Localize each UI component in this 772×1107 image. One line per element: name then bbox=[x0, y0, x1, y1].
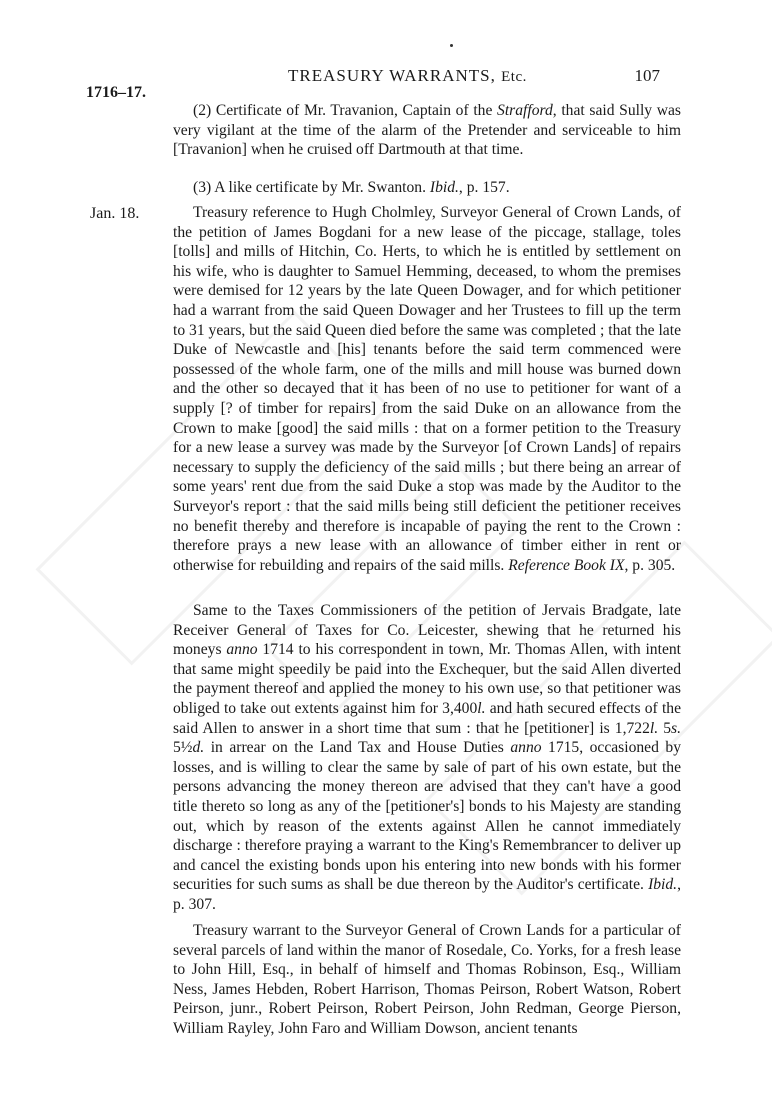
paragraph-certificate-2 bbox=[173, 101, 681, 160]
text-run: (3) A like certificate by Mr. Swanton. bbox=[193, 179, 430, 196]
section-divider bbox=[86, 194, 682, 195]
margin-date: Jan. 18. bbox=[90, 205, 140, 222]
text-run: 1714 to his correspondent in town, Mr. Thomas Allen, with intent that same might speedily be paid into the Exchequer, but the said Allen diverted the payment thereof and applied the money to his own use, so that petitioner was obliged to take out extents against him for 3,400 bbox=[173, 641, 681, 717]
margin-year: 1716–17. bbox=[86, 84, 146, 101]
latin-anno: anno bbox=[510, 739, 542, 757]
paragraph-treasury-reference-bogdani bbox=[173, 203, 681, 575]
ship-name: Strafford bbox=[497, 102, 553, 119]
citation-reference-book: Reference Book IX bbox=[508, 556, 625, 574]
text-run: 5½ bbox=[173, 739, 193, 757]
citation-ibid: Ibid. bbox=[429, 179, 459, 196]
text-run: (2) Certificate of Mr. Travanion, Captain of the bbox=[193, 102, 498, 119]
text-run: Same to the Taxes Commissioners of the petition of Jervais Bradgate, late Receiver General of Taxes for Co. Leicester, shewing that he returned his moneys bbox=[173, 602, 681, 659]
text-run: 5 bbox=[658, 719, 672, 737]
latin-anno: anno bbox=[226, 641, 258, 659]
text-run: , p. 157. bbox=[458, 179, 510, 196]
paragraph-reference-bradgate bbox=[173, 601, 681, 915]
citation-ibid: Ibid. bbox=[648, 876, 678, 894]
header-title-suffix: Etc. bbox=[501, 69, 527, 85]
text-run: , that said Sully was very vigilant at the time of the alarm of the Pretender and serviceable to him [Travanion] when he cruised off Dartmouth at that time. bbox=[173, 102, 681, 159]
paragraph-treasury-warrant-rosedale bbox=[173, 921, 681, 1039]
text-run: and hath secured effects of the said Allen to answer in a short time that sum : that he [petitioner] is 1,722 bbox=[173, 699, 681, 737]
currency-shillings: s. bbox=[671, 719, 681, 737]
currency-pence: d. bbox=[192, 739, 205, 757]
text-run: , p. 307. bbox=[173, 876, 681, 913]
text-run: in arrear on the Land Tax and House Duties bbox=[204, 739, 511, 757]
running-header bbox=[288, 66, 527, 86]
header-title-main: TREASURY WARRANTS, bbox=[288, 66, 496, 85]
page-speck bbox=[450, 44, 453, 47]
warrant-text: Treasury warrant to the Surveyor General of Crown Lands for a particular of several parcels of land within the manor of Rosedale, Co. Yorks, for a fresh lease to John Hill, Esq., in behalf of himself and Thomas Robinson, Esq., William Ness, James Hebden, Robert Harrison, Thomas Peirson, Robert Watson, Robert Peirson, junr., Robert Peirson, Robert Peirson, John Redman, George Pierson, William Rayley, John Faro and William Dowson, ancient tenants bbox=[173, 922, 681, 1037]
currency-pounds: l. bbox=[649, 719, 659, 737]
text-run: , p. 305. bbox=[624, 556, 676, 574]
page-number: 107 bbox=[634, 66, 660, 85]
text-run: 1715, occasioned by losses, and is willing to clear the same by sale of part of his own estate, but the persons advancing the money thereon are advised that they can't have a good title thereto so long as any of the [petitioner's] bonds to his Majesty are standing out, which by reason of the extents against Allen he cannot immediately discharge : therefore praying a warrant to the King's Remembrancer to deliver up and cancel the existing bonds upon his entering into new bonds with his former securities for such sums as shall be due thereon by the Auditor's certificate. bbox=[173, 739, 681, 894]
text-run: Treasury reference to Hugh Cholmley, Surveyor General of Crown Lands, of the petition of James Bogdani for a new lease of the piccage, stallage, toles [tolls] and mills of Hitchin, Co. Herts, to which he is entitled by settlement on his wife, who is daughter to Samuel Hemming, deceased, to whom the premises were demised for 12 years by the late Queen Dowager, and for which petitioner had a warrant from the said Queen Dowager and her Trustees to fill up the term to 31 years, but the said Queen died before the same was completed ; that the late Duke of Newcastle and [his] tenants before the said term commenced were possessed of the whole farm, one of the mills and mill house was burned down and the other so decayed that it has been of no use to petitioner for want of a supply [? of timber for repairs] from the said Duke on an allowance from the Crown to make [good] the said mills : that on a former petition to the Treasury for a new lease a survey was made by the Surveyor [of Crown Lands] of repairs necessary to supply the deficiency of the said mills ; but there being an arrear of some years' rent due from the said Duke a stop was made by the Auditor to the Surveyor's report : that the said mills being still deficient the petitioner receives no benefit thereby and therefore is incapable of paying the rent to the Crown : therefore prays a new lease with an allowance of timber either in rent or otherwise for rebuilding and repairs of the said mills. bbox=[173, 204, 681, 574]
currency-pounds: l. bbox=[477, 699, 486, 717]
